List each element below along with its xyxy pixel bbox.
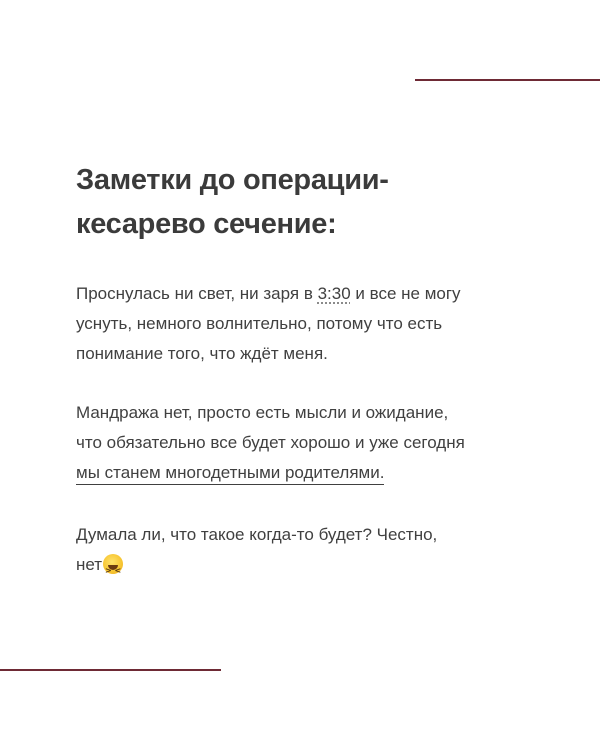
text-segment: и все не могу <box>350 284 461 303</box>
paragraph-line: что обязательно все будет хорошо и уже сегодня <box>76 433 465 452</box>
time-link[interactable]: 3:30 <box>317 284 351 303</box>
paragraph-line: уснуть, немного волнительно, потому что есть <box>76 314 443 333</box>
text-segment: нет <box>76 555 103 574</box>
laughing-emoji-icon <box>103 554 123 574</box>
paragraph-line: Думала ли, что такое когда-то будет? Честно, <box>76 525 438 544</box>
paragraph-wakeup <box>76 279 546 369</box>
paragraph-question <box>76 520 546 580</box>
underlined-phrase: мы станем многодетными родителями. <box>76 463 384 485</box>
paragraph-line: понимание того, что ждёт меня. <box>76 344 328 363</box>
paragraph-line: Мандража нет, просто есть мысли и ожидание, <box>76 403 449 422</box>
bottom-decorative-line <box>0 669 221 671</box>
text-segment: Проснулась ни свет, ни заря в <box>76 284 318 303</box>
page-title <box>76 158 496 246</box>
paragraph-line <box>76 458 546 488</box>
paragraph-line <box>76 279 546 309</box>
title-line-1: Заметки до операции- <box>76 164 389 196</box>
paragraph-line <box>76 550 546 580</box>
paragraph-feelings <box>76 398 546 488</box>
title-line-2: кесарево сечение: <box>76 208 337 240</box>
top-decorative-line <box>415 79 600 81</box>
